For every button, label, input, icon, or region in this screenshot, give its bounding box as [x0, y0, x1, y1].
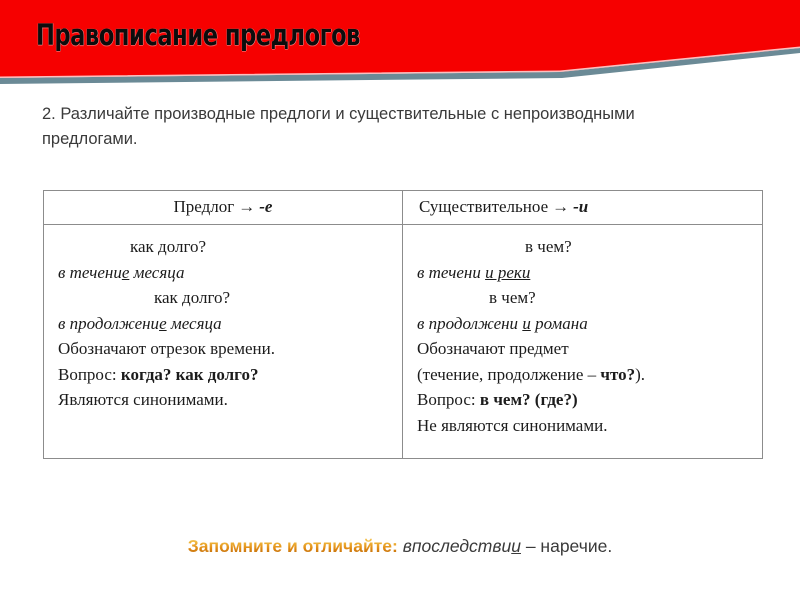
table-header-row — [44, 191, 762, 225]
right-line-2-text: в течени — [417, 262, 486, 282]
arrow-right-icon: → — [552, 197, 570, 216]
right-line-5: Обозначают предмет — [417, 339, 569, 358]
header-cell-noun — [403, 191, 762, 224]
left-line-4 — [58, 311, 388, 337]
footer-word-underlined: и — [511, 536, 521, 556]
left-line-4-underlined: е — [159, 313, 167, 333]
left-line-2-underlined: е — [121, 262, 130, 282]
right-line-7-questions: в чем? (где?) — [479, 390, 578, 409]
left-line-2-text: в течени — [58, 262, 122, 282]
left-line-6-prefix: Вопрос: — [58, 364, 121, 384]
right-line-6-tail: ). — [635, 364, 646, 384]
footer-highlight: Запомните и отличайте: — [187, 536, 398, 556]
arrow-right-icon: → — [238, 197, 256, 216]
header-left-label: Предлог — [173, 197, 235, 216]
right-line-8: Не являются синонимами. — [417, 415, 608, 435]
body-cell-preposition — [44, 225, 403, 458]
header-right-label: Существительное — [419, 197, 549, 216]
footer-word: впоследстви — [397, 536, 512, 556]
right-line-2-underlined: и реки — [485, 262, 531, 282]
footer-note — [0, 536, 800, 557]
right-line-4-underlined: и — [522, 313, 531, 333]
left-line-1: как долго? — [130, 237, 207, 256]
right-line-7 — [417, 387, 748, 413]
comparison-table — [43, 190, 763, 459]
right-line-6 — [417, 362, 748, 388]
right-line-4-tail: романа — [530, 313, 588, 333]
footer-rest: – наречие. — [520, 536, 613, 556]
right-line-1: в чем? — [525, 237, 572, 256]
header-cell-preposition — [44, 191, 403, 224]
left-line-3: как долго? — [154, 288, 231, 307]
right-line-7-prefix: Вопрос: — [417, 390, 480, 409]
intro-paragraph: 2. Различайте производные предлоги и существительные с непроизводными предлогами. — [42, 105, 635, 148]
left-line-6 — [58, 362, 388, 388]
title-banner — [0, 0, 800, 92]
right-line-2 — [417, 260, 748, 286]
left-line-4-tail: месяца — [166, 313, 222, 333]
left-line-5: Обозначают отрезок времени. — [58, 339, 275, 358]
header-left-ending: -е — [259, 197, 273, 216]
left-line-2-tail: месяца — [129, 262, 185, 282]
right-line-4 — [417, 311, 748, 337]
left-line-4-text: в продолжени — [58, 313, 160, 333]
page-title: Правописание предлогов — [36, 18, 361, 52]
table-body-row — [44, 225, 762, 458]
right-line-3: в чем? — [489, 288, 536, 307]
right-line-4-text: в продолжени — [417, 313, 523, 333]
left-line-2 — [58, 260, 388, 286]
left-line-7: Являются синонимами. — [58, 390, 228, 409]
left-line-6-questions: когда? как долго? — [120, 364, 259, 384]
header-right-ending: -и — [573, 197, 589, 216]
body-cell-noun — [403, 225, 762, 458]
right-line-6-prefix: (течение, продолжение – — [417, 364, 601, 384]
right-line-6-question: что? — [600, 364, 636, 384]
